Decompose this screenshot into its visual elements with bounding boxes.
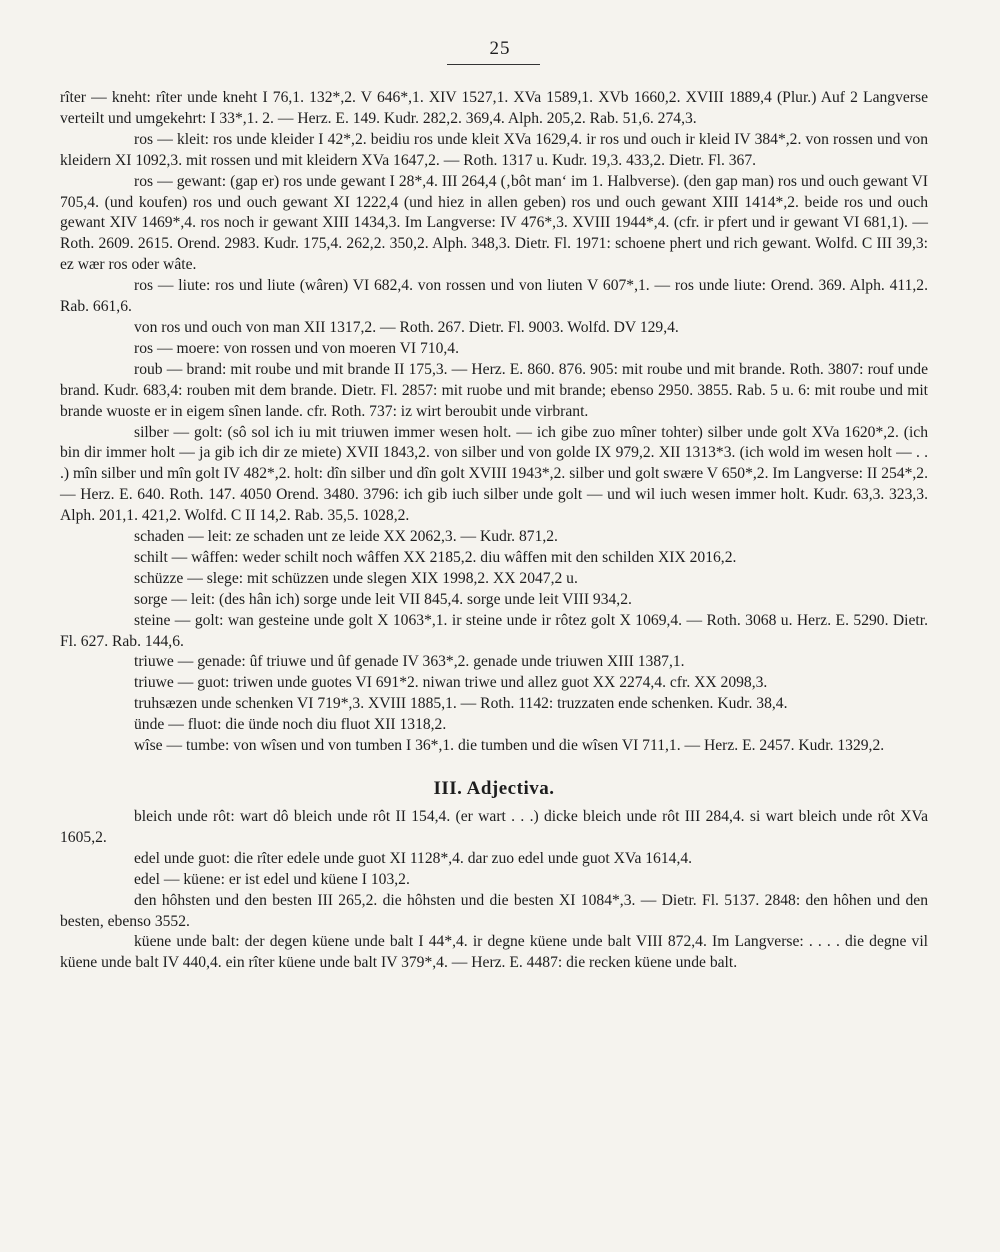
entry-paragraph: den hôhsten und den besten III 265,2. die hôhsten und die besten XI 1084*,3. — Dietr. Fl. 5137. 2848: den hôhen und den besten, ebenso 3552. — [60, 891, 928, 930]
entry-paragraph: silber — golt: (sô sol ich iu mit triuwen immer wesen holt. — ich gibe zuo mîner tohter) silber unde golt XVa 1620*,2. (ich bin dir immer holt — ja gib ich dir ze miete) XVII 1843,2. von silber und von golde IX 979,2. XII 1313*3. (ich wold im wesen holt — . . .) mîn silber und mîn golt IV 482*,2. holt: dîn silber und dîn golt XVIII 1943*,2. silber und golt swære V 650*,2. Im Langverse: II 254*,2. — Herz. E. 640. Roth. 147. 4050 Orend. 3480. 3796: ich gib iuch silber unde golt — und wil iuch wesen immer holt. Kudr. 63,3. 323,3. Alph. 201,1. 421,2. Wolfd. C II 14,2. Rab. 35,5. 1028,2. — [60, 423, 928, 525]
header-rule — [447, 64, 540, 65]
entry-paragraph: ros — gewant: (gap er) ros unde gewant I 28*,4. III 264,4 (‚bôt man‘ im 1. Halbverse). (den gap man) ros und ouch gewant VI 705,4. (und koufen) ros und ouch gewant XI 1222,4 (und hiez in allen geben) ros und ouch gewant XIII 1414*,2. beide ros und ouch gewant XIV 1469*,4. ros noch ir gewant XIII 1434,3. Im Langverse: IV 476*,3. XVIII 1944*,4. (cfr. ir pfert und ir gewant VI 681,1). — Roth. 2609. 2615. Orend. 2983. Kudr. 175,4. 262,2. 350,2. Alph. 348,3. Dietr. Fl. 1971: schoene phert und rich gewant. Wolfd. C III 39,3: ez wær ros oder wâte. — [60, 172, 928, 274]
entry-paragraph: truhsæzen unde schenken VI 719*,3. XVIII 1885,1. — Roth. 1142: truzzaten ende schenken. Kudr. 38,4. — [134, 695, 788, 713]
entry-paragraph: ros — liute: ros und liute (wâren) VI 682,4. von rossen und von liuten V 607*,1. — ros unde liute: Orend. 369. Alph. 411,2. Rab. 661,6. — [60, 277, 928, 316]
entry-paragraph: schaden — leit: ze schaden unt ze leide XX 2062,3. — Kudr. 871,2. — [134, 528, 558, 546]
entry-paragraph: schüzze — slege: mit schüzzen unde slegen XIX 1998,2. XX 2047,2 u. — [134, 569, 578, 587]
entry-paragraph: edel — küene: er ist edel und küene I 103,2. — [134, 870, 410, 888]
entry-paragraph: wîse — tumbe: von wîsen und von tumben I 36*,1. die tumben und die wîsen VI 711,1. — Herz. E. 2457. Kudr. 1329,2. — [134, 737, 885, 755]
entry-paragraph: sorge — leit: (des hân ich) sorge unde leit VII 845,4. sorge unde leit VIII 934,2. — [134, 590, 632, 608]
nouns-section — [60, 88, 928, 757]
adjectives-section — [60, 807, 928, 974]
entry-paragraph: rîter — kneht: rîter unde kneht I 76,1. 132*,2. V 646*,1. XIV 1527,1. XVa 1589,1. XVb 1660,2. XVIII 1889,4 (Plur.) Auf 2 Langverse verteilt und umgekehrt: I 33*,1. 2. — Herz. E. 149. Kudr. 282,2. 369,4. Alph. 205,2. Rab. 51,6. 274,3. — [60, 89, 928, 127]
entry-paragraph: küene unde balt: der degen küene unde balt I 44*,4. ir degne küene unde balt VIII 872,4. Im Langverse: . . . . die degne vil küene unde balt IV 440,4. ein rîter küene unde balt IV 379*,4. — Herz. E. 4487: die recken küene unde balt. — [60, 933, 928, 972]
page-number: 25 — [489, 38, 511, 59]
entry-paragraph: roub — brand: mit roube und mit brande II 175,3. — Herz. E. 860. 876. 905: mit roube und mit brande. Roth. 3807: rouf unde brand. Kudr. 683,4: rouben mit dem brande. Dietr. Fl. 2857: mit ruobe und mit brande; ebenso 2950. 3855. Rab. 5 u. 6: mit roube und mit brande wuoste er in eigem sînen lande. cfr. Roth. 737: iz wirt beroubit unde virbrant. — [60, 360, 928, 420]
entry-paragraph: steine — golt: wan gesteine unde golt X 1063*,1. ir steine unde ir rôtez golt X 1069,4. — Roth. 3068 u. Herz. E. 5290. Dietr. Fl. 627. Rab. 144,6. — [60, 611, 928, 650]
entry-paragraph: ünde — fluot: die ünde noch diu fluot XII 1318,2. — [134, 716, 447, 734]
body-text — [60, 88, 928, 974]
entry-paragraph: ros — kleit: ros unde kleider I 42*,2. beidiu ros unde kleit XVa 1629,4. ir ros und ouch ir kleid IV 384*,2. von rossen und von kleidern XI 1092,3. mit rossen und mit kleidern XVa 1647,2. — Roth. 1317 u. Kudr. 19,3. 433,2. Dietr. Fl. 367. — [60, 130, 928, 169]
entry-paragraph: triuwe — genade: ûf triuwe und ûf genade IV 363*,2. genade unde triuwen XIII 1387,1. — [134, 653, 685, 671]
entry-paragraph: ros — moere: von rossen und von moeren VI 710,4. — [134, 339, 459, 357]
entry-paragraph: bleich unde rôt: wart dô bleich unde rôt II 154,4. (er wart . . .) dicke bleich unde rôt III 284,4. si wart bleich unde rôt XVa 1605,2. — [60, 808, 928, 846]
section-heading: III. Adjectiva. — [433, 778, 555, 799]
entry-paragraph: schilt — wâffen: weder schilt noch wâffen XX 2185,2. diu wâffen mit den schilden XIX 2016,2. — [134, 548, 737, 566]
entry-paragraph: edel unde guot: die rîter edele unde guot XI 1128*,4. dar zuo edel unde guot XVa 1614,4. — [134, 849, 693, 867]
entry-paragraph: von ros und ouch von man XII 1317,2. — Roth. 267. Dietr. Fl. 9003. Wolfd. DV 129,4. — [134, 318, 679, 336]
entry-paragraph: triuwe — guot: triwen unde guotes VI 691*2. niwan triwe und allez guot XX 2274,4. cfr. XX 2098,3. — [134, 674, 768, 692]
